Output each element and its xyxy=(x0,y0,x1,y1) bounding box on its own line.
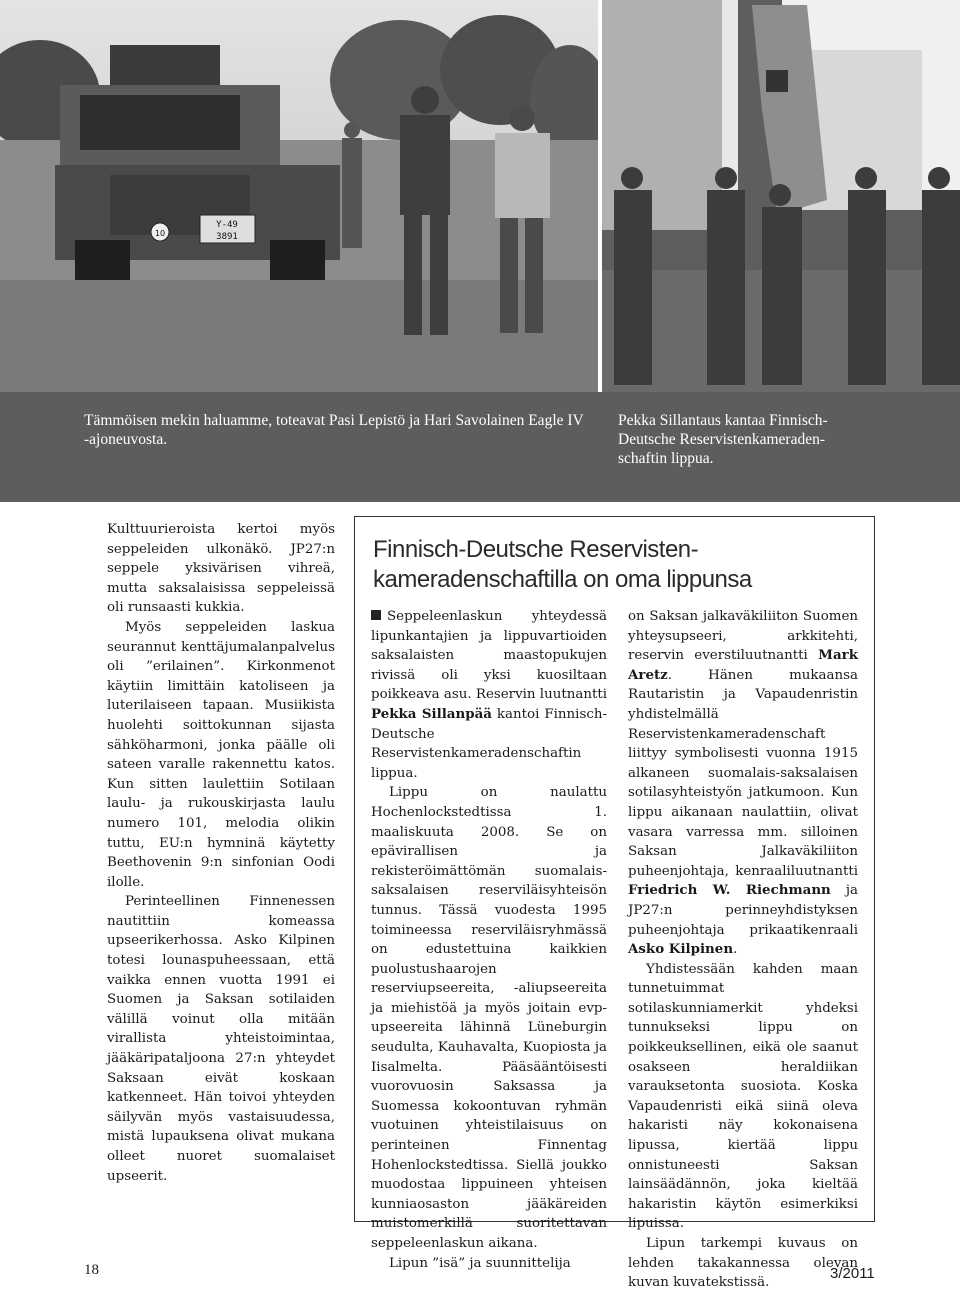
vehicle-plate-bottom: 3891 xyxy=(216,232,238,242)
sidebar-title xyxy=(373,535,853,595)
sidebar-col2-paragraph-3: Lipun tarkempi kuvaus on lehden takakannessa olevan kuvan kuvatekstissä. xyxy=(628,1236,858,1291)
name-asko-kilpinen: Asko Kilpinen xyxy=(628,941,734,958)
caption-left: Tämmöisen mekin haluamme, toteavat Pasi Lepistö ja Hari Savolainen Eagle IV -ajoneuvosta. xyxy=(84,412,584,448)
vehicle-wheel-badge: 10 xyxy=(154,229,166,238)
sidebar-title-line1: Finnisch-Deutsche Reservisten- xyxy=(373,536,699,563)
name-pekka: Pekka Sillanpää xyxy=(371,705,492,722)
left-paragraph-2: Myös seppeleiden laskua seurannut kenttäjumalanpalvelus oli ”erilainen”. Kirkonmenot käytiin limittäin katoliseen ja luterilaiseen tapaan. Musiikista huolehti soittokunnan sijasta sähköharmoni, jonka päälle oli sateen varalle rakennettu katos. Kun sitten laulettiin Sotilaan laulu- ja rukouskirjasta laulu numero 101, melodia olikin tuttu, EU:n hymninä käytetty Beethovenin 9:n sinfonian Oodi ilolle. xyxy=(107,619,335,890)
sidebar-col1-paragraph-3: Lipun ”isä” ja suunnittelija xyxy=(389,1255,571,1271)
issue-number: 3/2011 xyxy=(830,1265,875,1282)
bullet-square-icon xyxy=(371,610,381,620)
sidebar-column-1 xyxy=(371,607,607,1273)
sidebar-col2-paragraph-1: on Saksan jalkaväkiliiton Suomen yhteysupseeri, arkkitehti, reservin everstiluutnantti Mark Aretz. Hänen mukaansa Rautaristin ja Vapaudenristin yhdistelmällä Reservistenkameradenschaft liittyy symbolisesti vuonna 1915 alkaneen suomalais-saksalaisen sotilasyhteistyön jatkumoon. Kun lippu aikanaan naulattiin, olivat vasara varressa mm. silloinen Saksan Jalkaväkiliiton puheenjohtaja, kenraaliluutnantti Friedrich W. Riechmann ja JP27:n perinneyhdistyksen puheenjohtaja prikaatikenraali Asko Kilpinen. xyxy=(628,609,858,958)
page-number: 18 xyxy=(84,1262,99,1278)
photo-vehicle-soldiers xyxy=(0,0,598,392)
sidebar-title-line2: kameradenschaftilla on oma lippunsa xyxy=(373,566,752,593)
sidebar-col1-paragraph-2: Lippu on naulattu Hochenlockstedtissa 1. maaliskuuta 2008. Se on epävirallisen ja rekisteröimättömän suomalais-saksalaisen reserviläisyhteisön tunnus. Tässä vuodesta 1995 toimineessa reserviläisryhmässä on edustettuina kaikkien puolustushaarojen reserviupseereita, -aliupseereita ja miehistöä ja myös joitain evp-upseereita lähinnä Lüneburgin seudulta, Kauhavalta, Kuopiosta ja Iisalmelta. Pääsääntöisesti vuorovuosin Saksassa ja Suomessa kokoontuvan ryhmän vuotuinen yhteistilaisuus on perinteinen Finnentag Hohenlockstedtissa. Siellä joukko muodostaa lippuineen yhteisen kunniaosaston jääkäreiden muistomerkillä suoritettavan seppeleenlaskun aikana. xyxy=(371,785,607,1251)
caption-right: Pekka Sillantaus kantaa Finnisch-Deutsche Reservistenkameraden-schaftin lippua. xyxy=(618,412,828,467)
vehicle-plate-top: Y-49 xyxy=(216,220,238,230)
sidebar-col2-paragraph-2: Yhdistessään kahden maan tunnetuimmat sotilaskunniamerkit yhdeksi tunnukseksi lippu on poikkeuksellinen, eikä ole saanut osakseen heraldiikan varauksetonta suosiota. Koska Vapaudenristi eikä siinä oleva hakaristi näy kokonaisena lipussa, kiertää lippu onnistuneesti Saksan lainsäädännön, joka kieltää hakaristin käytön esimerkiksi lipuissa. xyxy=(628,961,858,1232)
photo-flag-soldiers xyxy=(602,0,960,392)
sidebar-column-2 xyxy=(628,607,858,1293)
name-mark-aretz: Mark Aretz xyxy=(628,647,858,683)
soldier-background xyxy=(342,122,362,248)
left-paragraph-3: Perinteellinen Finnenessen nautittiin komeassa upseerikerhossa. Asko Kilpinen totesi lounaspuheessaan, että vaikka ennen vuotta 1991 ei Suomen ja Saksan sotilaiden välillä voinut olla mitään virallista yhteistoimintaa, jääkäripataljoona 27:n yhteydet Saksaan eivät koskaan katkenneet. Hän toivoi yhteyden säilyvän myös vastaisuudessa, mistä lupauksena olivat mukana olleet nuoret suomalaiset upseerit. xyxy=(107,894,335,1184)
name-riechmann: Friedrich W. Riechmann xyxy=(628,882,831,899)
left-paragraph-1: Kulttuurieroista kertoi myös seppeleiden ulkonäkö. JP27:n seppele yksivärisen vihreä, mutta saksalaisissa seppeleissä oli runsaasti kukkia. xyxy=(107,522,335,616)
sidebar-col1-paragraph-1: Seppeleenlaskun yhteydessä lipunkantajien ja lippuvartioiden saksalaisten maastopukujen rivissä oli yksi kuosiltaan poikkeava asu. Reservin luutnantti Pekka Sillanpää kantoi Finnisch-Deutsche Reservistenkameradenschaftin lippua. xyxy=(371,609,607,781)
left-article-column xyxy=(107,520,335,1186)
